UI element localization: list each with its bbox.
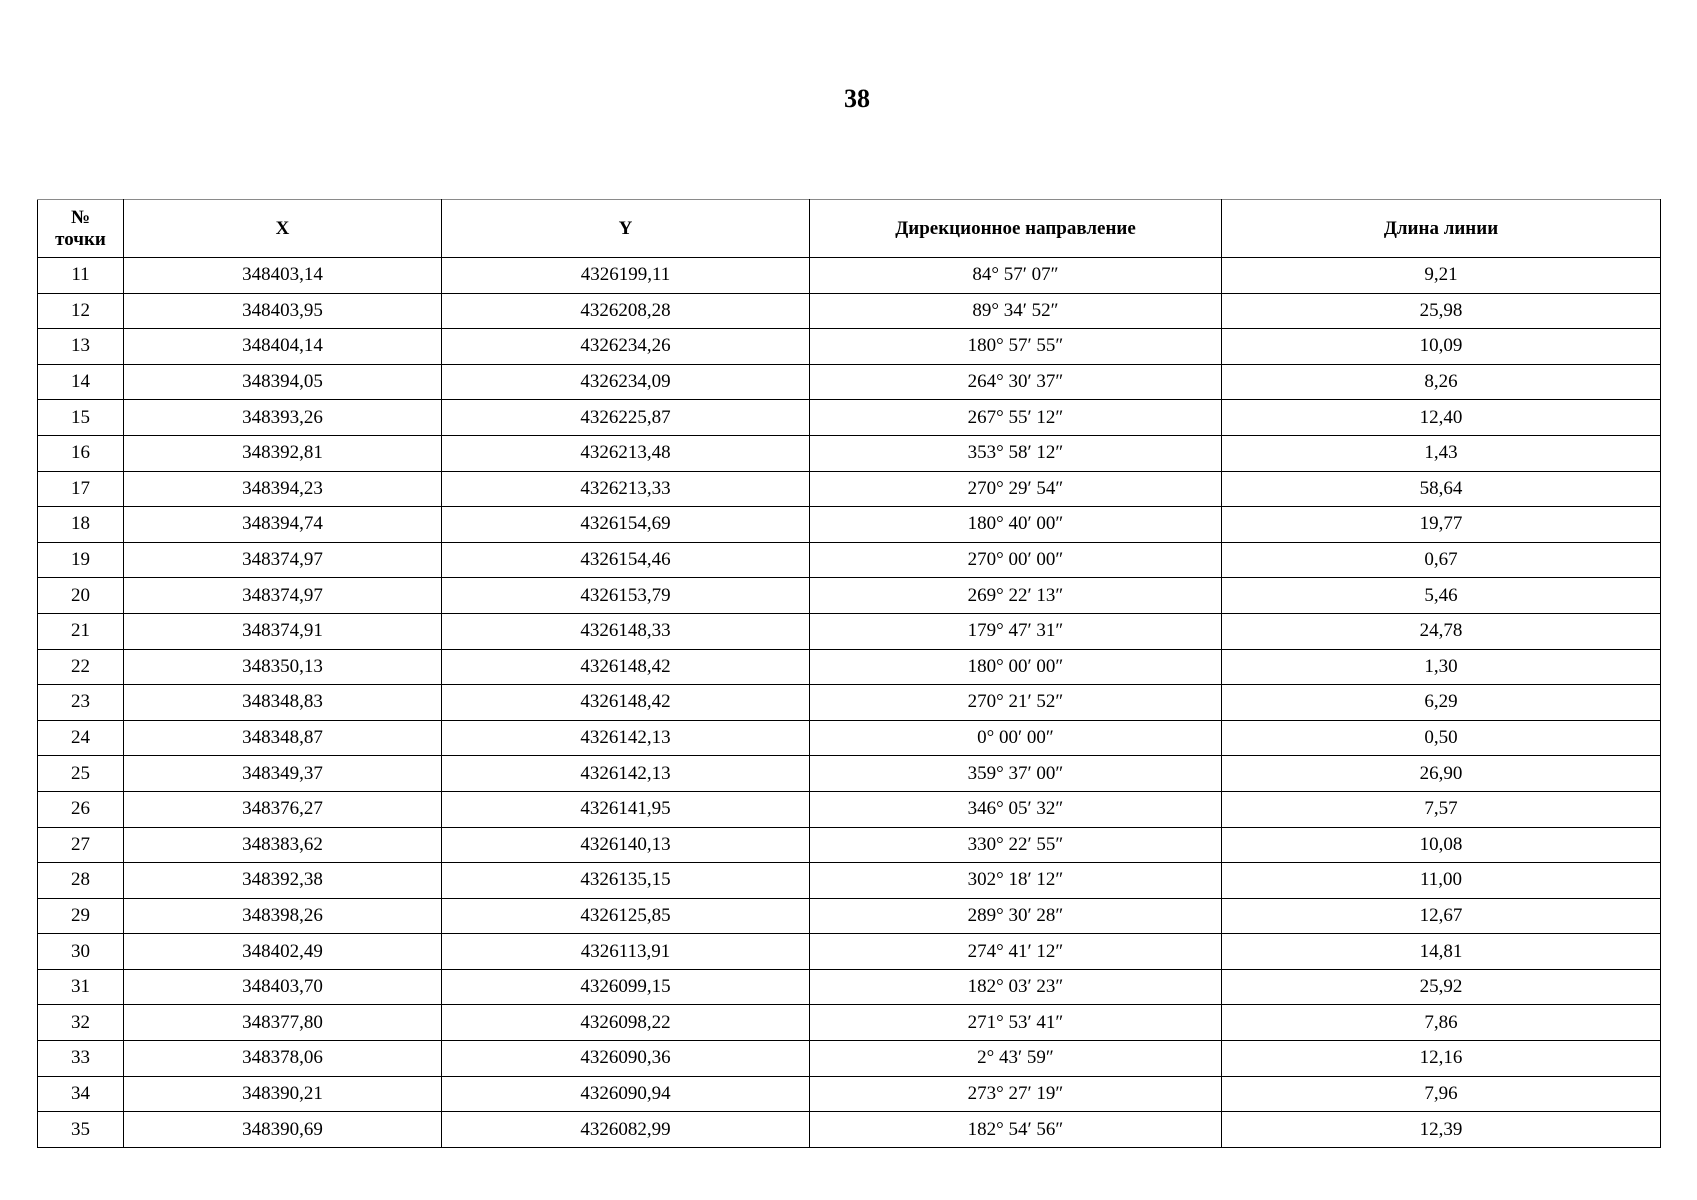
cell-length: 1,43 — [1222, 435, 1661, 471]
table-row — [38, 613, 1661, 649]
cell-direction: 182° 03′ 23″ — [810, 969, 1222, 1005]
cell-length: 7,57 — [1222, 791, 1661, 827]
cell-x: 348393,26 — [124, 400, 442, 436]
table-row — [38, 293, 1661, 329]
cell-x: 348394,74 — [124, 507, 442, 543]
cell-point-number: 22 — [38, 649, 124, 685]
cell-y: 4326148,33 — [442, 613, 810, 649]
header-direction: Дирекционное направление — [810, 200, 1222, 258]
cell-length: 8,26 — [1222, 364, 1661, 400]
cell-length: 12,40 — [1222, 400, 1661, 436]
cell-y: 4326125,85 — [442, 898, 810, 934]
cell-y: 4326153,79 — [442, 578, 810, 614]
cell-length: 10,09 — [1222, 329, 1661, 365]
cell-length: 14,81 — [1222, 934, 1661, 970]
cell-y: 4326098,22 — [442, 1005, 810, 1041]
table-row — [38, 969, 1661, 1005]
cell-length: 9,21 — [1222, 258, 1661, 294]
cell-x: 348348,87 — [124, 720, 442, 756]
header-length: Длина линии — [1222, 200, 1661, 258]
cell-direction: 273° 27′ 19″ — [810, 1076, 1222, 1112]
cell-y: 4326154,46 — [442, 542, 810, 578]
cell-y: 4326148,42 — [442, 649, 810, 685]
cell-y: 4326225,87 — [442, 400, 810, 436]
cell-direction: 346° 05′ 32″ — [810, 791, 1222, 827]
cell-direction: 270° 21′ 52″ — [810, 685, 1222, 721]
cell-point-number: 24 — [38, 720, 124, 756]
table-row — [38, 898, 1661, 934]
cell-point-number: 11 — [38, 258, 124, 294]
cell-x: 348390,69 — [124, 1112, 442, 1148]
cell-y: 4326090,36 — [442, 1041, 810, 1077]
cell-length: 1,30 — [1222, 649, 1661, 685]
cell-length: 0,67 — [1222, 542, 1661, 578]
cell-y: 4326213,48 — [442, 435, 810, 471]
cell-direction: 271° 53′ 41″ — [810, 1005, 1222, 1041]
cell-direction: 302° 18′ 12″ — [810, 863, 1222, 899]
cell-direction: 274° 41′ 12″ — [810, 934, 1222, 970]
cell-x: 348350,13 — [124, 649, 442, 685]
cell-direction: 0° 00′ 00″ — [810, 720, 1222, 756]
cell-direction: 359° 37′ 00″ — [810, 756, 1222, 792]
cell-direction: 180° 00′ 00″ — [810, 649, 1222, 685]
cell-point-number: 31 — [38, 969, 124, 1005]
header-point-number-line2: точки — [55, 228, 106, 250]
cell-length: 11,00 — [1222, 863, 1661, 899]
cell-y: 4326142,13 — [442, 756, 810, 792]
table-row — [38, 827, 1661, 863]
table-row — [38, 1005, 1661, 1041]
cell-x: 348392,38 — [124, 863, 442, 899]
table-row — [38, 471, 1661, 507]
table-row — [38, 791, 1661, 827]
cell-point-number: 15 — [38, 400, 124, 436]
cell-x: 348349,37 — [124, 756, 442, 792]
cell-x: 348383,62 — [124, 827, 442, 863]
cell-length: 58,64 — [1222, 471, 1661, 507]
cell-point-number: 32 — [38, 1005, 124, 1041]
cell-point-number: 19 — [38, 542, 124, 578]
cell-y: 4326148,42 — [442, 685, 810, 721]
cell-direction: 182° 54′ 56″ — [810, 1112, 1222, 1148]
cell-direction: 330° 22′ 55″ — [810, 827, 1222, 863]
cell-y: 4326113,91 — [442, 934, 810, 970]
table-row — [38, 258, 1661, 294]
table-row — [38, 863, 1661, 899]
cell-direction: 89° 34′ 52″ — [810, 293, 1222, 329]
cell-x: 348390,21 — [124, 1076, 442, 1112]
table-row — [38, 685, 1661, 721]
cell-length: 7,96 — [1222, 1076, 1661, 1112]
cell-x: 348378,06 — [124, 1041, 442, 1077]
cell-point-number: 23 — [38, 685, 124, 721]
table-row — [38, 1076, 1661, 1112]
cell-point-number: 30 — [38, 934, 124, 970]
cell-y: 4326099,15 — [442, 969, 810, 1005]
cell-length: 12,39 — [1222, 1112, 1661, 1148]
cell-y: 4326090,94 — [442, 1076, 810, 1112]
cell-direction: 179° 47′ 31″ — [810, 613, 1222, 649]
cell-direction: 270° 29′ 54″ — [810, 471, 1222, 507]
cell-y: 4326208,28 — [442, 293, 810, 329]
cell-length: 0,50 — [1222, 720, 1661, 756]
cell-length: 7,86 — [1222, 1005, 1661, 1041]
table-row — [38, 542, 1661, 578]
table-row — [38, 934, 1661, 970]
table-header — [38, 200, 1661, 258]
cell-y: 4326141,95 — [442, 791, 810, 827]
cell-y: 4326142,13 — [442, 720, 810, 756]
cell-x: 348392,81 — [124, 435, 442, 471]
cell-x: 348376,27 — [124, 791, 442, 827]
cell-point-number: 17 — [38, 471, 124, 507]
cell-length: 5,46 — [1222, 578, 1661, 614]
cell-length: 19,77 — [1222, 507, 1661, 543]
cell-x: 348348,83 — [124, 685, 442, 721]
cell-point-number: 27 — [38, 827, 124, 863]
cell-x: 348394,23 — [124, 471, 442, 507]
cell-point-number: 26 — [38, 791, 124, 827]
cell-y: 4326199,11 — [442, 258, 810, 294]
cell-y: 4326234,09 — [442, 364, 810, 400]
cell-x: 348403,70 — [124, 969, 442, 1005]
cell-x: 348402,49 — [124, 934, 442, 970]
cell-direction: 180° 57′ 55″ — [810, 329, 1222, 365]
cell-length: 26,90 — [1222, 756, 1661, 792]
cell-point-number: 29 — [38, 898, 124, 934]
cell-x: 348404,14 — [124, 329, 442, 365]
table-row — [38, 435, 1661, 471]
cell-length: 6,29 — [1222, 685, 1661, 721]
table-header-row — [38, 200, 1661, 258]
cell-direction: 84° 57′ 07″ — [810, 258, 1222, 294]
cell-direction: 264° 30′ 37″ — [810, 364, 1222, 400]
cell-x: 348374,97 — [124, 542, 442, 578]
cell-point-number: 16 — [38, 435, 124, 471]
cell-y: 4326213,33 — [442, 471, 810, 507]
cell-x: 348394,05 — [124, 364, 442, 400]
page-number: 38 — [844, 84, 870, 113]
cell-length: 24,78 — [1222, 613, 1661, 649]
cell-point-number: 13 — [38, 329, 124, 365]
table-row — [38, 1112, 1661, 1148]
cell-x: 348374,97 — [124, 578, 442, 614]
table-row — [38, 400, 1661, 436]
table-row — [38, 364, 1661, 400]
cell-direction: 270° 00′ 00″ — [810, 542, 1222, 578]
cell-x: 348377,80 — [124, 1005, 442, 1041]
cell-y: 4326140,13 — [442, 827, 810, 863]
cell-point-number: 28 — [38, 863, 124, 899]
cell-x: 348374,91 — [124, 613, 442, 649]
header-point-number-line1: № — [70, 206, 91, 228]
table-row — [38, 578, 1661, 614]
cell-y: 4326154,69 — [442, 507, 810, 543]
cell-length: 12,67 — [1222, 898, 1661, 934]
cell-direction: 269° 22′ 13″ — [810, 578, 1222, 614]
table-row — [38, 1041, 1661, 1077]
cell-x: 348403,14 — [124, 258, 442, 294]
cell-point-number: 35 — [38, 1112, 124, 1148]
cell-direction: 289° 30′ 28″ — [810, 898, 1222, 934]
table-row — [38, 720, 1661, 756]
cell-length: 25,98 — [1222, 293, 1661, 329]
cell-y: 4326234,26 — [442, 329, 810, 365]
header-x: X — [124, 200, 442, 258]
cell-y: 4326135,15 — [442, 863, 810, 899]
cell-point-number: 34 — [38, 1076, 124, 1112]
cell-point-number: 25 — [38, 756, 124, 792]
cell-point-number: 18 — [38, 507, 124, 543]
header-y: Y — [442, 200, 810, 258]
cell-point-number: 20 — [38, 578, 124, 614]
cell-direction: 180° 40′ 00″ — [810, 507, 1222, 543]
cell-direction: 267° 55′ 12″ — [810, 400, 1222, 436]
cell-length: 12,16 — [1222, 1041, 1661, 1077]
cell-point-number: 33 — [38, 1041, 124, 1077]
cell-point-number: 21 — [38, 613, 124, 649]
cell-direction: 353° 58′ 12″ — [810, 435, 1222, 471]
table-row — [38, 329, 1661, 365]
table-row — [38, 756, 1661, 792]
table-body — [38, 258, 1661, 1148]
cell-length: 10,08 — [1222, 827, 1661, 863]
cell-x: 348403,95 — [124, 293, 442, 329]
cell-x: 348398,26 — [124, 898, 442, 934]
header-point-number — [38, 200, 124, 258]
table-row — [38, 649, 1661, 685]
cell-point-number: 14 — [38, 364, 124, 400]
cell-length: 25,92 — [1222, 969, 1661, 1005]
cell-point-number: 12 — [38, 293, 124, 329]
coordinates-table — [37, 199, 1661, 1148]
cell-y: 4326082,99 — [442, 1112, 810, 1148]
table-row — [38, 507, 1661, 543]
cell-direction: 2° 43′ 59″ — [810, 1041, 1222, 1077]
